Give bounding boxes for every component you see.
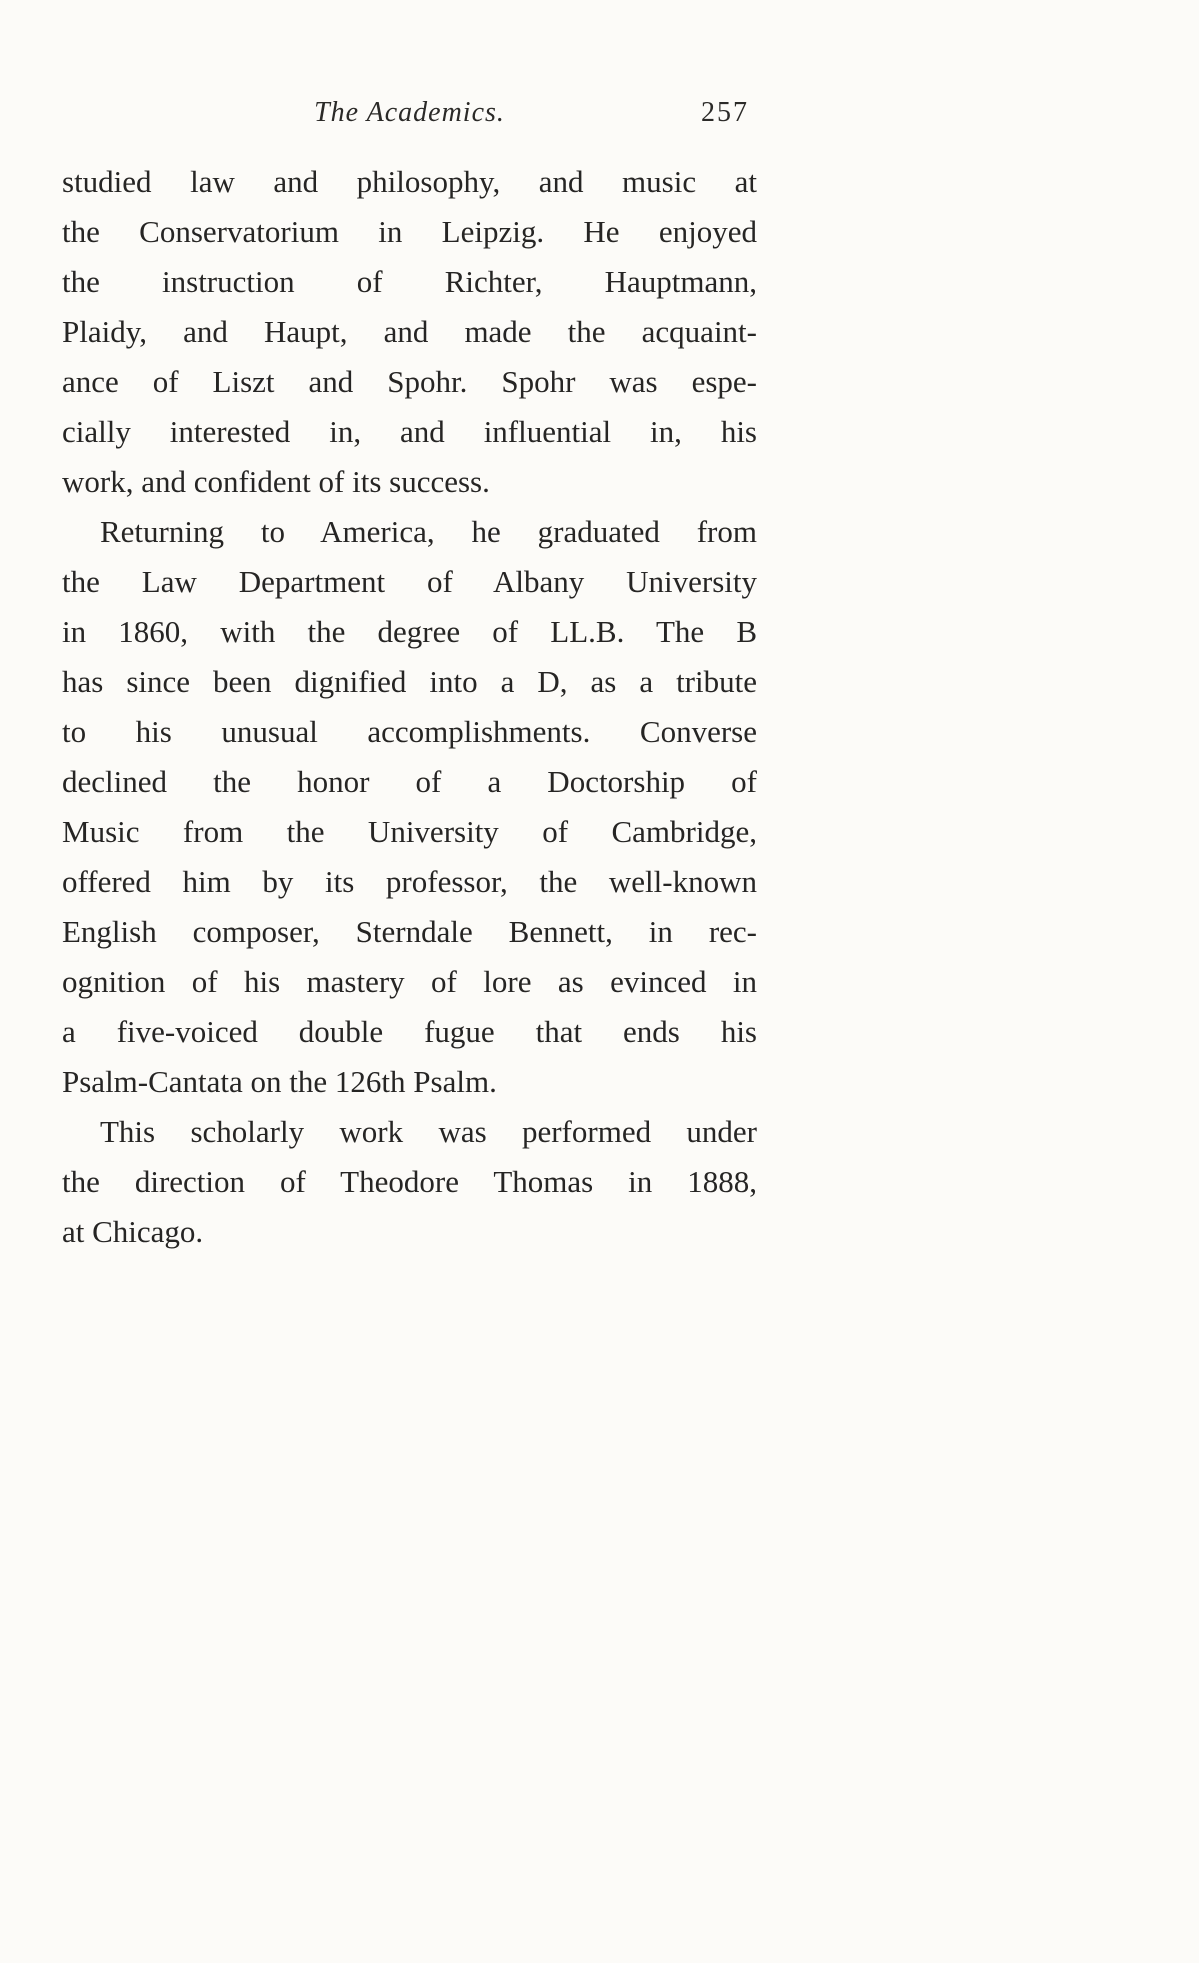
- text-line: Returning to America, he graduated from: [100, 514, 757, 549]
- text-line: the Conservatorium in Leipzig. He enjoyed: [62, 214, 757, 249]
- text-line: at Chicago.: [62, 1214, 204, 1249]
- text-line: Music from the University of Cambridge,: [62, 814, 757, 849]
- page-header: [62, 95, 757, 131]
- text-line: declined the honor of a Doctorship of: [62, 764, 757, 799]
- paragraph: [62, 507, 757, 1107]
- text-line: This scholarly work was performed under: [100, 1114, 757, 1149]
- text-line: work, and confident of its success.: [62, 464, 490, 499]
- text-line: ognition of his mastery of lore as evinced in: [62, 964, 757, 999]
- text-line: in 1860, with the degree of LL.B. The B: [62, 614, 757, 649]
- text-line: offered him by its professor, the well-known: [62, 864, 757, 899]
- text-block: [62, 157, 757, 1257]
- text-line: ance of Liszt and Spohr. Spohr was espe-: [62, 364, 757, 399]
- text-line: Psalm-Cantata on the 126th Psalm.: [62, 1064, 497, 1099]
- paragraph: [62, 1107, 757, 1257]
- text-line: cially interested in, and influential in, his: [62, 414, 757, 449]
- text-line: a five-voiced double fugue that ends his: [62, 1014, 757, 1049]
- text-line: Plaidy, and Haupt, and made the acquaint-: [62, 314, 757, 349]
- page-number: 257: [701, 97, 749, 128]
- text-line: the Law Department of Albany University: [62, 564, 757, 599]
- text-line: to his unusual accomplishments. Converse: [62, 714, 757, 749]
- text-line: studied law and philosophy, and music at: [62, 164, 757, 199]
- text-line: the direction of Theodore Thomas in 1888,: [62, 1164, 757, 1199]
- paragraph: [62, 157, 757, 507]
- text-line: the instruction of Richter, Hauptmann,: [62, 264, 757, 299]
- running-header-title: The Academics.: [314, 97, 505, 128]
- text-line: English composer, Sterndale Bennett, in rec-: [62, 914, 757, 949]
- text-line: has since been dignified into a D, as a tribute: [62, 664, 757, 699]
